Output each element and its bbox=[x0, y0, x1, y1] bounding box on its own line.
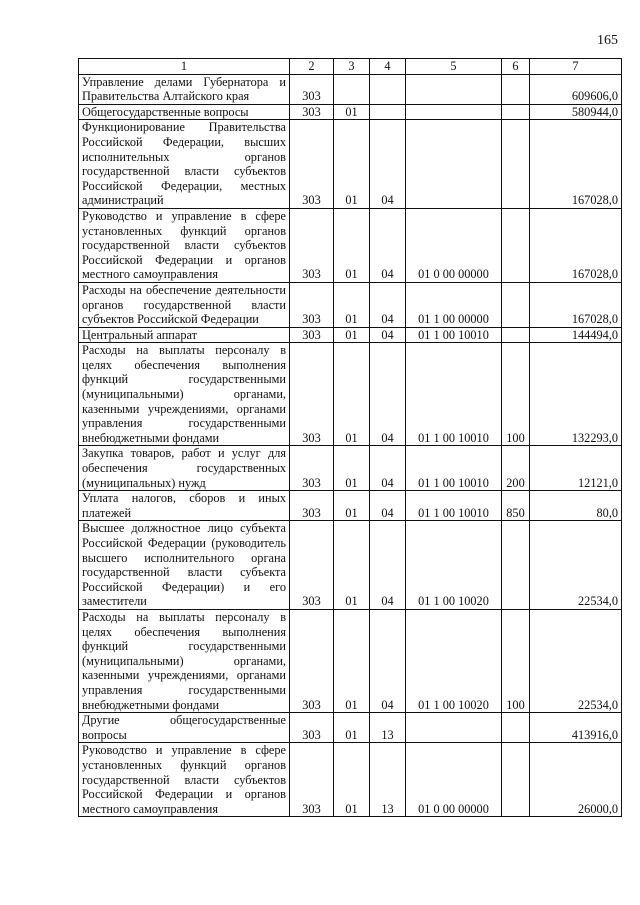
row-subsection-cell: 04 bbox=[370, 521, 406, 610]
row-amount-cell: 580944,0 bbox=[530, 104, 622, 120]
table-row bbox=[79, 491, 622, 521]
row-target-article-cell bbox=[406, 120, 502, 209]
row-target-article-cell bbox=[406, 74, 502, 104]
row-section-cell: 01 bbox=[334, 446, 370, 491]
table-row bbox=[79, 446, 622, 491]
row-amount-cell: 132293,0 bbox=[530, 343, 622, 446]
row-target-article-cell: 01 0 00 00000 bbox=[406, 208, 502, 282]
header-col-2: 2 bbox=[290, 59, 334, 75]
row-amount-cell: 609606,0 bbox=[530, 74, 622, 104]
row-name-cell: Закупка товаров, работ и услуг для обеспечения государственных (муниципальных) нужд bbox=[79, 446, 290, 491]
header-col-5: 5 bbox=[406, 59, 502, 75]
table-row bbox=[79, 120, 622, 209]
row-name-cell: Общегосударственные вопросы bbox=[79, 104, 290, 120]
row-target-article-cell: 01 1 00 10010 bbox=[406, 327, 502, 343]
row-expense-type-cell: 200 bbox=[502, 446, 530, 491]
row-code-cell: 303 bbox=[290, 327, 334, 343]
row-code-cell: 303 bbox=[290, 713, 334, 743]
row-amount-cell: 167028,0 bbox=[530, 282, 622, 327]
budget-table bbox=[78, 58, 622, 817]
row-name-cell: Расходы на выплаты персоналу в целях обеспечения выполнения функций государственными (муниципальными) органами, казенными учреждениями, органами управления государственными внебюджетными фондами bbox=[79, 609, 290, 712]
row-code-cell: 303 bbox=[290, 609, 334, 712]
row-code-cell: 303 bbox=[290, 208, 334, 282]
row-target-article-cell: 01 1 00 00000 bbox=[406, 282, 502, 327]
row-target-article-cell: 01 1 00 10020 bbox=[406, 609, 502, 712]
header-col-7: 7 bbox=[530, 59, 622, 75]
header-col-6: 6 bbox=[502, 59, 530, 75]
table-row bbox=[79, 343, 622, 446]
row-expense-type-cell bbox=[502, 208, 530, 282]
table-row bbox=[79, 282, 622, 327]
row-target-article-cell: 01 1 00 10010 bbox=[406, 491, 502, 521]
row-section-cell: 01 bbox=[334, 609, 370, 712]
row-expense-type-cell: 100 bbox=[502, 609, 530, 712]
row-name-cell: Руководство и управление в сфере установленных функций органов государственной власти субъектов Российской Федерации и органов местного самоуправления bbox=[79, 208, 290, 282]
row-name-cell: Высшее должностное лицо субъекта Российской Федерации (руководитель высшего исполнительного органа государственной власти субъекта Российской Федерации) и его заместители bbox=[79, 521, 290, 610]
row-target-article-cell: 01 1 00 10010 bbox=[406, 446, 502, 491]
header-row bbox=[79, 59, 622, 75]
row-amount-cell: 167028,0 bbox=[530, 120, 622, 209]
row-section-cell: 01 bbox=[334, 743, 370, 817]
row-expense-type-cell: 850 bbox=[502, 491, 530, 521]
row-subsection-cell: 13 bbox=[370, 713, 406, 743]
table-row bbox=[79, 713, 622, 743]
table-row bbox=[79, 104, 622, 120]
row-code-cell: 303 bbox=[290, 74, 334, 104]
row-section-cell: 01 bbox=[334, 120, 370, 209]
row-subsection-cell bbox=[370, 74, 406, 104]
row-expense-type-cell bbox=[502, 120, 530, 209]
table-row bbox=[79, 521, 622, 610]
table-row bbox=[79, 327, 622, 343]
row-name-cell: Уплата налогов, сборов и иных платежей bbox=[79, 491, 290, 521]
row-code-cell: 303 bbox=[290, 282, 334, 327]
row-subsection-cell: 04 bbox=[370, 282, 406, 327]
row-name-cell: Центральный аппарат bbox=[79, 327, 290, 343]
row-target-article-cell: 01 1 00 10020 bbox=[406, 521, 502, 610]
row-name-cell: Руководство и управление в сфере установленных функций органов государственной власти субъектов Российской Федерации и органов местного самоуправления bbox=[79, 743, 290, 817]
row-amount-cell: 22534,0 bbox=[530, 609, 622, 712]
row-target-article-cell: 01 0 00 00000 bbox=[406, 743, 502, 817]
row-expense-type-cell bbox=[502, 282, 530, 327]
row-code-cell: 303 bbox=[290, 343, 334, 446]
row-amount-cell: 413916,0 bbox=[530, 713, 622, 743]
row-name-cell: Расходы на обеспечение деятельности органов государственной власти субъектов Российской Федерации bbox=[79, 282, 290, 327]
row-code-cell: 303 bbox=[290, 521, 334, 610]
row-section-cell: 01 bbox=[334, 521, 370, 610]
row-code-cell: 303 bbox=[290, 104, 334, 120]
row-expense-type-cell bbox=[502, 327, 530, 343]
row-amount-cell: 12121,0 bbox=[530, 446, 622, 491]
table-row bbox=[79, 208, 622, 282]
row-expense-type-cell bbox=[502, 713, 530, 743]
row-name-cell: Управление делами Губернатора и Правительства Алтайского края bbox=[79, 74, 290, 104]
row-code-cell: 303 bbox=[290, 743, 334, 817]
row-section-cell: 01 bbox=[334, 713, 370, 743]
row-section-cell bbox=[334, 74, 370, 104]
row-expense-type-cell bbox=[502, 743, 530, 817]
row-name-cell: Функционирование Правительства Российской Федерации, высших исполнительных органов государственной власти субъектов Российской Федерации, местных администраций bbox=[79, 120, 290, 209]
row-subsection-cell: 04 bbox=[370, 343, 406, 446]
header-col-1: 1 bbox=[79, 59, 290, 75]
row-amount-cell: 144494,0 bbox=[530, 327, 622, 343]
row-amount-cell: 26000,0 bbox=[530, 743, 622, 817]
row-name-cell: Расходы на выплаты персоналу в целях обеспечения выполнения функций государственными (муниципальными) органами, казенными учреждениями, органами управления государственными внебюджетными фондами bbox=[79, 343, 290, 446]
row-expense-type-cell bbox=[502, 74, 530, 104]
row-section-cell: 01 bbox=[334, 208, 370, 282]
row-subsection-cell: 04 bbox=[370, 609, 406, 712]
table-row bbox=[79, 74, 622, 104]
row-subsection-cell: 04 bbox=[370, 491, 406, 521]
row-amount-cell: 22534,0 bbox=[530, 521, 622, 610]
row-target-article-cell bbox=[406, 104, 502, 120]
row-code-cell: 303 bbox=[290, 120, 334, 209]
row-code-cell: 303 bbox=[290, 446, 334, 491]
row-section-cell: 01 bbox=[334, 343, 370, 446]
row-expense-type-cell bbox=[502, 104, 530, 120]
row-amount-cell: 80,0 bbox=[530, 491, 622, 521]
row-target-article-cell bbox=[406, 713, 502, 743]
row-subsection-cell: 13 bbox=[370, 743, 406, 817]
row-section-cell: 01 bbox=[334, 104, 370, 120]
row-section-cell: 01 bbox=[334, 327, 370, 343]
header-col-4: 4 bbox=[370, 59, 406, 75]
table-row bbox=[79, 743, 622, 817]
row-expense-type-cell bbox=[502, 521, 530, 610]
row-expense-type-cell: 100 bbox=[502, 343, 530, 446]
row-subsection-cell: 04 bbox=[370, 327, 406, 343]
table-row bbox=[79, 609, 622, 712]
row-amount-cell: 167028,0 bbox=[530, 208, 622, 282]
row-subsection-cell: 04 bbox=[370, 120, 406, 209]
row-name-cell: Другие общегосударственные вопросы bbox=[79, 713, 290, 743]
row-subsection-cell bbox=[370, 104, 406, 120]
row-target-article-cell: 01 1 00 10010 bbox=[406, 343, 502, 446]
row-subsection-cell: 04 bbox=[370, 208, 406, 282]
row-subsection-cell: 04 bbox=[370, 446, 406, 491]
row-section-cell: 01 bbox=[334, 282, 370, 327]
header-col-3: 3 bbox=[334, 59, 370, 75]
row-code-cell: 303 bbox=[290, 491, 334, 521]
page-number: 165 bbox=[597, 33, 618, 48]
row-section-cell: 01 bbox=[334, 491, 370, 521]
